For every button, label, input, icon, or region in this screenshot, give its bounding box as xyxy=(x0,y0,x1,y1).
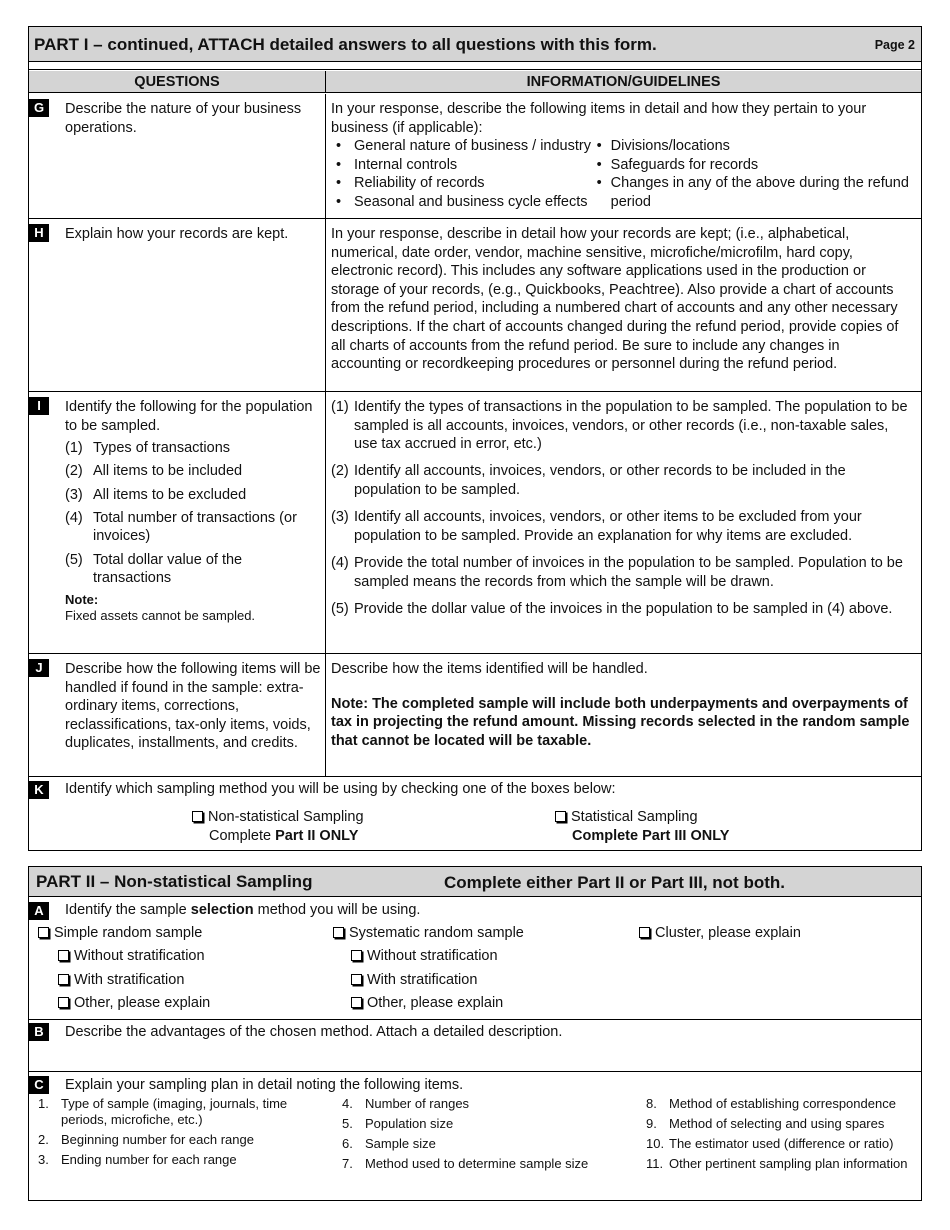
part2-title: PART II – Non-statistical Sampling xyxy=(36,872,313,891)
sampling-plan-item xyxy=(38,1096,318,1128)
info-i-item-number: (2) xyxy=(331,463,349,480)
letter-badge-h: H xyxy=(29,224,49,242)
sampling-plan-item-text: Method used to determine sample size xyxy=(365,1156,589,1171)
question-i-item-number: (5) xyxy=(65,551,83,568)
question-cell-g xyxy=(29,94,326,218)
question-k: Identify which sampling method you will be using by checking one of the boxes below: xyxy=(65,781,616,797)
bullet-item: • Seasonal and business cycle effects xyxy=(331,193,595,212)
sampling-plan-item-text: Sample size xyxy=(365,1136,436,1151)
info-g-intro: In your response, describe the following items in detail and how they pertain to your business (if applicable): xyxy=(331,101,867,136)
question-i-item xyxy=(65,486,321,505)
info-i-item xyxy=(331,554,913,591)
info-i-list xyxy=(331,398,913,618)
question-i-item-number: (1) xyxy=(65,440,83,457)
sampling-plan-item-text: Ending number for each range xyxy=(61,1152,237,1167)
info-i-item-number: (1) xyxy=(331,399,349,415)
part1-section xyxy=(28,26,922,851)
section-a xyxy=(29,898,921,1020)
systematic-without-strat-label: Without stratification xyxy=(367,948,498,964)
simple-without-strat-checkbox[interactable] xyxy=(58,950,69,961)
question-i-item xyxy=(65,439,321,458)
question-i-list xyxy=(65,439,321,588)
systematic-random-option[interactable] xyxy=(333,924,524,943)
part2-header xyxy=(29,867,921,897)
info-cell-h: In your response, describe in detail how your records are kept; (i.e., alphabetical, numerical, date order, vendor, machine sensitive, microfiche/microfilm, hard copy, electronic record). This includes any software applications used in the production or storage of your records, (e.g., Quickbooks, Peachtree). Also provide a chart of accounts from the refund period, including a numbered chart of accounts and any other necessary descriptions. If the chart of accounts changed during the refund period, provide copies of all charts of accounts from the refund period. Be sure to include any changes in accounting or recordkeeping procedures or personnel during the refund period. xyxy=(331,226,899,373)
simple-with-strat-label: With stratification xyxy=(74,972,185,988)
question-i-item xyxy=(65,509,321,546)
info-i-item xyxy=(331,600,913,619)
simple-random-option[interactable] xyxy=(38,924,202,943)
simple-other-option[interactable] xyxy=(58,994,210,1013)
question-i-item-text: All items to be excluded xyxy=(93,486,247,503)
question-h: Explain how your records are kept. xyxy=(65,226,289,242)
section-c xyxy=(29,1073,921,1201)
info-cell-g xyxy=(326,94,921,218)
simple-other-checkbox[interactable] xyxy=(58,997,69,1008)
sampling-plan-item-number: 1. xyxy=(38,1096,49,1111)
note-text: Fixed assets cannot be sampled. xyxy=(65,608,256,624)
question-i-item-number: (4) xyxy=(65,509,83,526)
note-label: Note: xyxy=(65,592,99,608)
systematic-other-label: Other, please explain xyxy=(367,995,504,1011)
part2-subtitle: Complete either Part II or Part III, not both. xyxy=(444,873,785,892)
systematic-other-checkbox[interactable] xyxy=(351,997,362,1008)
part1-title: PART I – continued, ATTACH detailed answers to all questions with this form. xyxy=(34,35,657,54)
cluster-checkbox[interactable] xyxy=(639,927,650,938)
letter-badge-k: K xyxy=(29,781,49,799)
systematic-with-strat-label: With stratification xyxy=(367,972,478,988)
cluster-option[interactable] xyxy=(639,924,801,943)
info-i-item-number: (4) xyxy=(331,554,349,571)
info-i-item-text: Provide the total number of invoices in the population to be sampled. Population to be sampled means the records from which the sample will be drawn. xyxy=(354,554,903,590)
letter-badge-a: A xyxy=(29,902,49,920)
non-statistical-checkbox[interactable] xyxy=(192,811,203,822)
question-i-item-text: Total number of transactions (or invoices) xyxy=(93,509,297,545)
simple-without-strat-option[interactable] xyxy=(58,947,205,966)
question-i-item-text: Total dollar value of the transactions xyxy=(93,551,243,587)
sampling-plan-list-3 xyxy=(646,1096,921,1176)
question-cell-i xyxy=(29,392,326,653)
sampling-plan-item-number: 9. xyxy=(646,1116,657,1131)
sampling-plan-item-text: Other pertinent sampling plan information xyxy=(669,1156,908,1171)
question-g: Describe the nature of your business operations. xyxy=(65,101,302,136)
bullet-item: • Reliability of records xyxy=(331,174,595,193)
bullet-item: • Internal controls xyxy=(331,156,595,175)
info-j: Describe how the items identified will be handled. xyxy=(331,661,648,677)
info-i-item xyxy=(331,398,913,454)
info-g-bullets xyxy=(331,137,913,211)
simple-other-label: Other, please explain xyxy=(74,995,211,1011)
simple-random-checkbox[interactable] xyxy=(38,927,49,938)
sampling-plan-item xyxy=(38,1152,318,1168)
sampling-plan-item xyxy=(342,1116,632,1132)
question-c: Explain your sampling plan in detail noting the following items. xyxy=(65,1077,464,1093)
bullet-list-right xyxy=(595,137,913,211)
part1-header xyxy=(29,27,921,62)
sampling-plan-item-text: Type of sample (imaging, journals, time periods, microfiche, etc.) xyxy=(61,1096,288,1127)
info-i-item xyxy=(331,508,913,545)
simple-random-label: Simple random sample xyxy=(54,925,203,941)
page-number: Page 2 xyxy=(874,38,915,52)
bullet-item: • Changes in any of the above during the refund period xyxy=(595,174,913,211)
row-i xyxy=(29,392,921,654)
info-i-item-text: Identify the types of transactions in the population to be sampled. The population to be sampled is all accounts, invoices, vendors, or other records (i.e., non-taxable sales, use tax accrued in error, etc.) xyxy=(354,399,908,453)
simple-with-strat-option[interactable] xyxy=(58,971,184,990)
info-column-header: INFORMATION/GUIDELINES xyxy=(326,71,921,93)
sampling-plan-list-1 xyxy=(38,1096,318,1172)
questions-column-header: QUESTIONS xyxy=(29,71,326,93)
bullet-item: • Safeguards for records xyxy=(595,156,913,175)
question-a-bold: selection xyxy=(190,902,254,918)
section-b xyxy=(29,1020,921,1072)
header-spacer xyxy=(29,63,921,70)
part2-section xyxy=(28,866,922,1201)
info-i-item xyxy=(331,462,913,499)
sampling-plan-item-text: Method of selecting and using spares xyxy=(669,1116,885,1131)
bullet-item: • Divisions/locations xyxy=(595,137,913,156)
info-cell-i xyxy=(326,392,921,653)
systematic-without-strat-checkbox[interactable] xyxy=(351,950,362,961)
sampling-plan-item-number: 3. xyxy=(38,1152,49,1167)
question-i: Identify the following for the population to be sampled. xyxy=(65,399,313,434)
statistical-checkbox[interactable] xyxy=(555,811,566,822)
question-cell-h xyxy=(29,219,326,391)
systematic-random-label: Systematic random sample xyxy=(349,925,524,941)
cluster-label: Cluster, please explain xyxy=(655,925,801,941)
question-i-item-text: All items to be included xyxy=(93,463,243,480)
info-i-item-text: Identify all accounts, invoices, vendors, or other items to be excluded from your population to be sampled. Provide an explanation for why items are excluded. xyxy=(354,509,862,544)
letter-badge-c: C xyxy=(29,1076,49,1094)
info-i-item-text: Provide the dollar value of the invoices in the population to be sampled in (4) above. xyxy=(354,600,893,617)
question-i-item-number: (2) xyxy=(65,463,83,480)
sampling-plan-item xyxy=(342,1096,632,1112)
question-cell-j xyxy=(29,654,326,776)
info-i-item-number: (3) xyxy=(331,509,349,526)
sampling-plan-item-number: 10. xyxy=(646,1136,665,1151)
letter-badge-b: B xyxy=(29,1023,49,1041)
sampling-plan-item xyxy=(342,1156,632,1172)
sampling-plan-item-number: 4. xyxy=(342,1096,353,1111)
sampling-plan-item-text: Method of establishing correspondence xyxy=(669,1096,896,1111)
sampling-plan-item-text: Number of ranges xyxy=(365,1096,470,1111)
systematic-other-option[interactable] xyxy=(351,994,503,1013)
sampling-plan-item-text: The estimator used (difference or ratio) xyxy=(669,1136,894,1151)
row-j xyxy=(29,654,921,777)
question-i-item-text: Types of transactions xyxy=(93,440,231,457)
systematic-without-strat-option[interactable] xyxy=(351,947,498,966)
info-i-item-number: (5) xyxy=(331,600,349,617)
question-j: Describe how the following items will be handled if found in the sample: extra-ordinary items, corrections, reclassifications, tax-only items, voids, duplicates, installments, and credits. xyxy=(65,661,321,752)
letter-badge-j: J xyxy=(29,659,49,677)
sampling-plan-item xyxy=(646,1116,921,1132)
sampling-plan-item xyxy=(646,1156,921,1172)
sampling-plan-item-number: 7. xyxy=(342,1156,353,1171)
non-statistical-option[interactable] xyxy=(192,808,364,846)
row-g xyxy=(29,94,921,219)
info-cell-j xyxy=(326,654,921,776)
letter-badge-i: I xyxy=(29,397,49,415)
bullet-list-left xyxy=(331,137,595,211)
statistical-sub: Complete Part III ONLY xyxy=(572,828,730,844)
systematic-random-checkbox[interactable] xyxy=(333,927,344,938)
sampling-plan-item xyxy=(646,1136,921,1152)
sampling-plan-list-2 xyxy=(342,1096,632,1176)
non-statistical-sub-bold: Part II ONLY xyxy=(275,828,359,844)
simple-without-strat-label: Without stratification xyxy=(74,948,205,964)
info-i-item-text: Identify all accounts, invoices, vendors, or other records to be included in the population to be sampled. xyxy=(354,463,846,498)
sampling-plan-item-number: 6. xyxy=(342,1136,353,1151)
letter-badge-g: G xyxy=(29,99,49,117)
non-statistical-sub-pre: Complete xyxy=(209,828,276,844)
sampling-plan-item xyxy=(38,1132,318,1148)
sampling-plan-item xyxy=(342,1136,632,1152)
question-i-item-number: (3) xyxy=(65,486,83,503)
sampling-plan-item xyxy=(646,1096,921,1112)
systematic-with-strat-option[interactable] xyxy=(351,971,477,990)
sampling-plan-item-text: Population size xyxy=(365,1116,454,1131)
statistical-label: Statistical Sampling xyxy=(571,809,698,825)
statistical-option[interactable] xyxy=(555,808,729,846)
info-j-note: Note: The completed sample will include both underpayments and overpayments of tax in projecting the refund amount. Missing records selected in the random sample that cannot be located will be taxable. xyxy=(331,695,910,749)
sampling-plan-item-number: 2. xyxy=(38,1132,49,1147)
question-i-item xyxy=(65,462,321,481)
question-i-item xyxy=(65,551,321,588)
sampling-plan-item-text: Beginning number for each range xyxy=(61,1132,254,1147)
question-a xyxy=(65,901,917,920)
question-a-pre: Identify the sample xyxy=(65,902,191,918)
row-h xyxy=(29,219,921,392)
sampling-plan-item-number: 5. xyxy=(342,1116,353,1131)
question-a-post: method you will be using. xyxy=(253,902,421,918)
systematic-with-strat-checkbox[interactable] xyxy=(351,974,362,985)
question-b: Describe the advantages of the chosen method. Attach a detailed description. xyxy=(65,1024,563,1040)
row-k xyxy=(29,777,921,851)
simple-with-strat-checkbox[interactable] xyxy=(58,974,69,985)
question-i-block xyxy=(65,398,321,624)
sampling-plan-item-number: 11. xyxy=(646,1156,664,1171)
bullet-item: • General nature of business / industry xyxy=(331,137,595,156)
non-statistical-label: Non-statistical Sampling xyxy=(208,809,364,825)
sampling-plan-item-number: 8. xyxy=(646,1096,657,1111)
